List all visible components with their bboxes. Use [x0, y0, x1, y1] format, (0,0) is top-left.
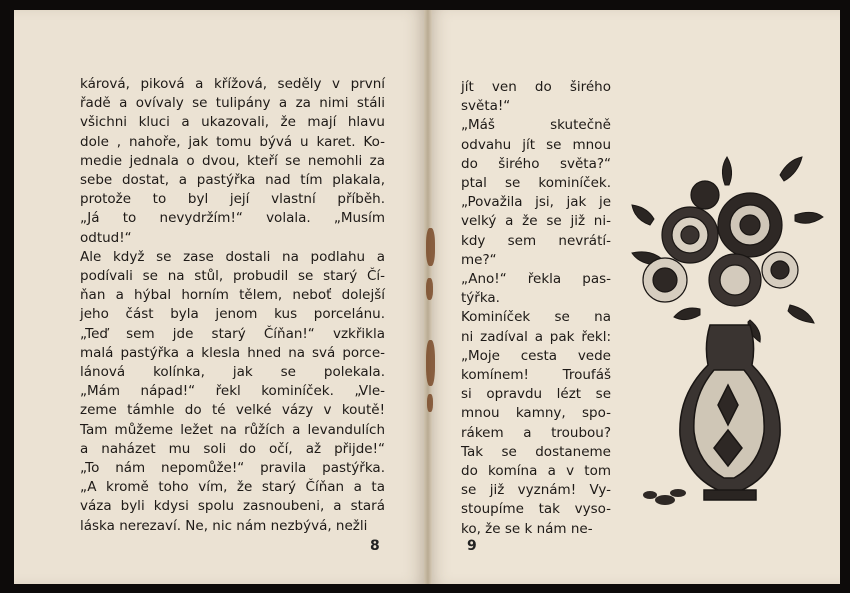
text-line: váza byli kdysi spolu zasnoubeni, a stará [80, 498, 385, 515]
text-line: „Moje cesta vede [461, 347, 611, 364]
text-line: ptal se kominíček. [461, 175, 611, 192]
text-line: odtud!“ [80, 229, 132, 246]
text-line: „Já to nevydržím!“ volala. „Musím [80, 210, 385, 227]
text-line: „A kromě toho vím, že starý Číňan a ta [80, 479, 385, 496]
text-line: kárová, piková a křížová, seděly v první [80, 76, 385, 92]
gutter-stain [427, 394, 433, 412]
text-line: se již vyznám! Vy- [461, 482, 611, 499]
text-line: podívali se na stůl, probudil se starý Čí- [80, 268, 385, 285]
text-line: „To nám nepomůže!“ pravila pastýřka. [80, 460, 385, 477]
text-line: všichni kluci a ukazovali, že mají hlavu [80, 114, 385, 131]
text-line: me?“ [461, 251, 497, 268]
text-line: „Považila jsi, jak je [461, 194, 611, 211]
gutter-stain [426, 278, 433, 300]
text-line: mnou kamny, spo- [461, 405, 611, 422]
text-line: do širého světa?“ [461, 155, 611, 172]
text-line: Tak se dostaneme [461, 443, 611, 460]
text-line: lánová kolínka, jak se polekala. [80, 364, 385, 381]
text-line: komínem! Troufáš [461, 367, 611, 384]
text-line: Tam můžeme ležet na růžích a levandulích [80, 421, 385, 438]
text-line: ko, že se k nám ne- [461, 520, 593, 537]
text-line: Kominíček se na [461, 309, 611, 326]
text-line: jeho část byla jenom kus porcelánu. [80, 306, 385, 323]
text-line: jít ven do širého [461, 79, 611, 95]
text-line: malá pastýřka a klesla hned na svá porce- [80, 344, 385, 361]
text-line: ňan a hýbal horním tělem, neboť dolejší [80, 287, 385, 304]
text-line: „Ano!“ řekla pas- [461, 271, 611, 288]
page-number-right: 9 [467, 538, 477, 554]
vase-with-flowers-illustration [630, 155, 825, 515]
text-line: ni zadíval a pak řekl: [461, 328, 611, 345]
text-line: protože to byl její vlastní příběh. [80, 191, 385, 208]
text-line: medie jednala o dvou, kteří se nemohli za [80, 152, 385, 169]
text-line: do komína a v tom [461, 463, 611, 480]
text-line: týřka. [461, 290, 500, 307]
text-line: stoupíme tak vyso- [461, 501, 611, 518]
text-line: a naházet mu soli do očí, až přijde!“ [80, 440, 385, 457]
text-line: zeme támhle do té velké vázy v koutě! [80, 402, 385, 419]
left-page-text [80, 75, 385, 536]
text-line: Ale když se zase dostali na podlahu a [80, 248, 385, 265]
text-line: odvahu jít se mnou [461, 136, 611, 153]
text-line: láska nerezaví. Ne, nic nám nezbývá, nežli [80, 517, 368, 534]
text-line: „Máš skutečně [461, 117, 611, 134]
right-page-text [461, 78, 611, 539]
text-line: rákem a troubou? [461, 424, 611, 441]
gutter-stain [426, 228, 435, 266]
text-line: sebe dostat, a pastýřka nad tím plakala, [80, 172, 385, 189]
gutter-stain [426, 340, 435, 386]
page-number-left: 8 [370, 538, 380, 554]
text-line: „Mám nápad!“ řekl kominíček. „Vle- [80, 383, 385, 400]
text-line: světa!“ [461, 98, 511, 115]
text-line: velký a že se již ni- [461, 213, 611, 230]
text-line: si opravdu lézt se [461, 386, 611, 403]
text-line: „Teď sem jde starý Číňan!“ vzkřikla [80, 325, 385, 342]
text-line: řadě a ovívaly se tulipány a za nimi stáli [80, 95, 385, 112]
text-line: kdy sem nevrátí- [461, 232, 611, 249]
text-line: dole , nahoře, jak tomu bývá u karet. Ko- [80, 133, 385, 150]
